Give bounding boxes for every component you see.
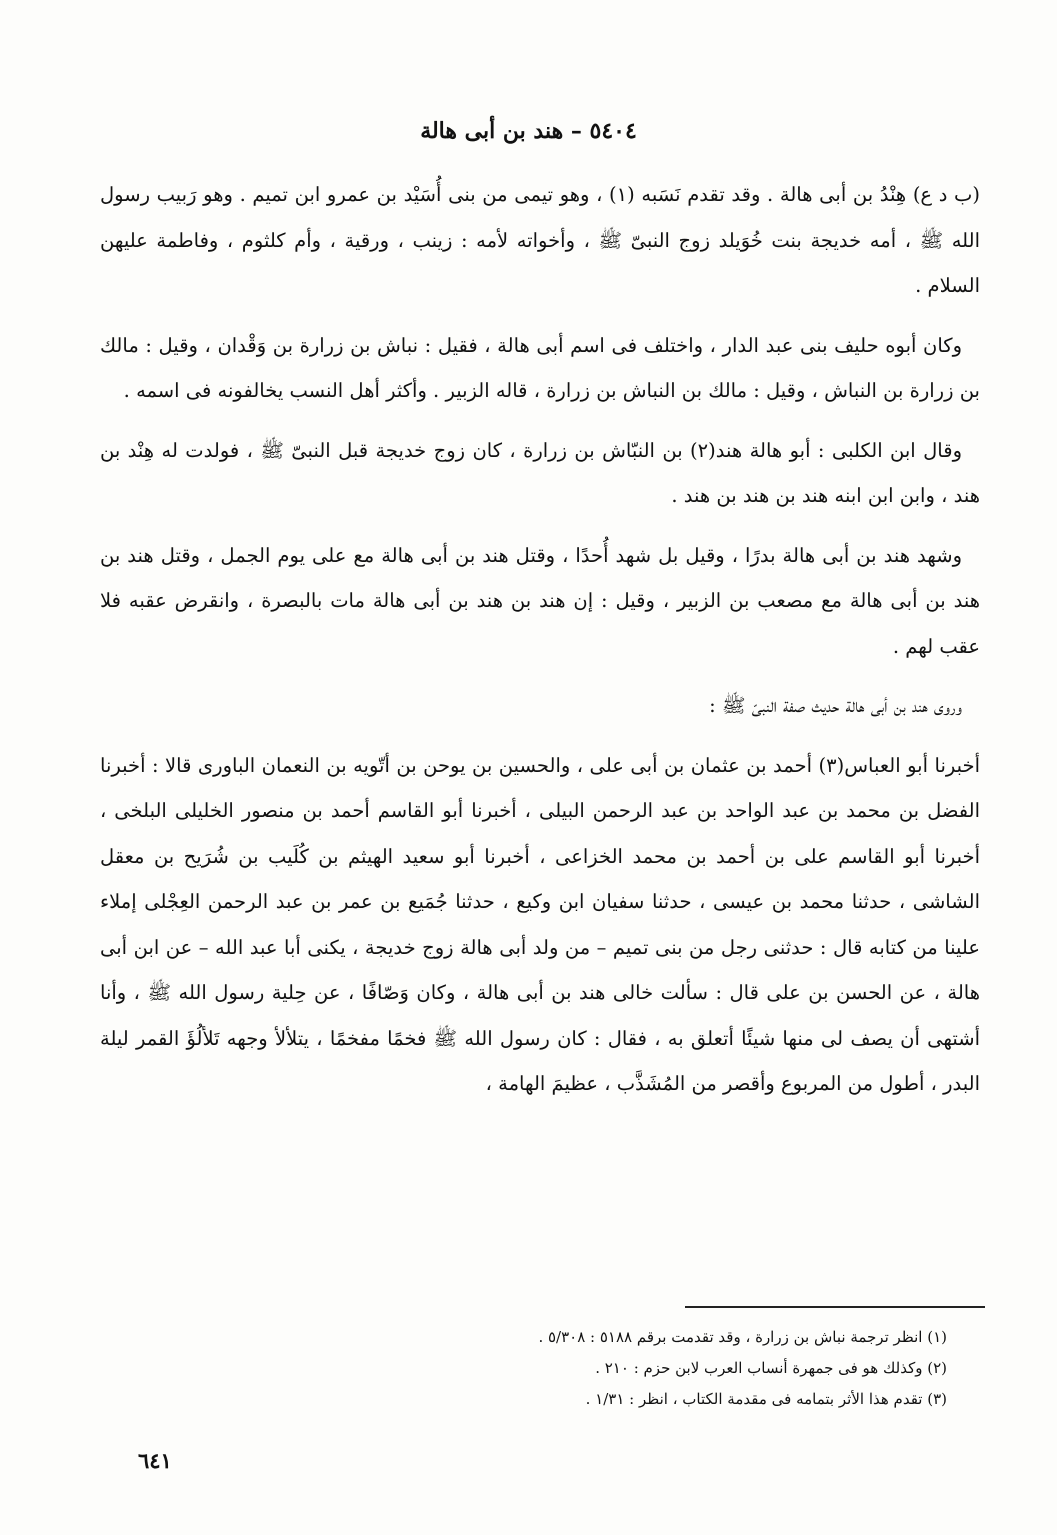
paragraph-6: أخبرنا أبو العباس(٣) أحمد بن عثمان بن أبى على ، والحسين بن يوحن بن أتّويه بن النعمان الباورى قالا : أخبرنا الفضل بن محمد بن عبد الواحد بن عبد الرحمن البيلى ، أخبرنا أبو القاسم أحمد بن منصور الخليلى البلخى ، أخبرنا أبو القاسم على بن أحمد بن محمد الخزاعى ، أخبرنا أبو سعيد الهيثم بن كُلَيب بن شُرَيح بن معقل الشاشى ، حدثنا محمد بن عيسى ، حدثنا سفيان ابن وكيع ، حدثنا جُمَيع بن عمر بن عبد الرحمن العِجْلى إملاء علينا من كتابه قال : حدثنى رجل من بنى تميم – من ولد أبى هالة زوج خديجة ، يكنى أبا عبد الله – عن ابن أبى هالة ، عن الحسن بن على قال : سألت خالى هند بن أبى هالة ، وكان وَصّافًا ، عن حِلية رسول الله ﷺ ، وأنا أشتهى أن يصف لى منها شيئًا أتعلق به ، فقال : كان رسول الله ﷺ فخمًا مفخمًا ، يتلألأ وجهه تَلألُؤَ القمر ليلة البدر ، أطول من المربوع وأقصر من المُشَذَّب ، عظيمَ الهامة ، bbox=[100, 753, 980, 1095]
footnotes bbox=[347, 1322, 947, 1415]
page-number: ٦٤١ bbox=[138, 1448, 172, 1473]
paragraph-4: وشهد هند بن أبى هالة بدرًا ، وقيل بل شهد أُحدًا ، وقتل هند بن أبى هالة مع على يوم الجمل ، وقتل هند بن هند بن أبى هالة مع مصعب بن الزبير ، وقيل : إن هند بن هند بن أبى هالة مات بالبصرة ، وانقرض عقبه فلا عقب لهم . bbox=[100, 543, 980, 658]
footnote-3: (٣) تقدم هذا الأثر بتمامه فى مقدمة الكتاب ، انظر : ١/٣١ . bbox=[585, 1390, 947, 1408]
footnote-divider bbox=[685, 1306, 985, 1308]
entry-body bbox=[100, 172, 980, 1121]
footnote-2: (٢) وكذلك هو فى جمهرة أنساب العرب لابن حزم : ٢١٠ . bbox=[595, 1359, 947, 1377]
paragraph-5: وروى هند بن أبى هالة حديث صفة النبىّ ﷺ : bbox=[709, 694, 962, 717]
entry-heading: ٥٤٠٤ – هند بن أبى هالة bbox=[420, 118, 637, 144]
paragraph-2: وكان أبوه حليف بنى عبد الدار ، واختلف فى اسم أبى هالة ، فقيل : نباش بن زرارة بن وَقْدان ، وقيل : مالك بن زرارة بن النباش ، وقيل : مالك بن النباش بن زرارة ، قاله الزبير . وأكثر أهل النسب يخالفونه فى اسمه . bbox=[100, 333, 980, 402]
footnote-1: (١) انظر ترجمة نباش بن زرارة ، وقد تقدمت برقم ٥١٨٨ : ٥/٣٠٨ . bbox=[538, 1328, 947, 1346]
paragraph-1: (ب د ع) هِنْدُ بن أبى هالة . وقد تقدم نَسَبه (١) ، وهو تيمى من بنى أُسَيْد بن عمرو ابن تميم . وهو رَبيب رسول الله ﷺ ، أمه خديجة بنت خُوَيلد زوج النبىّ ﷺ ، وأخواته لأمه : زينب ، ورقية ، وأم كلثوم ، وفاطمة عليهن السلام . bbox=[100, 183, 980, 297]
paragraph-3: وقال ابن الكلبى : أبو هالة هند(٢) بن النبّاش بن زرارة ، كان زوج خديجة قبل النبىّ ﷺ ، فولدت له هِنْد بن هند ، وابن ابن ابنه هند بن هند بن هند . bbox=[100, 438, 980, 507]
